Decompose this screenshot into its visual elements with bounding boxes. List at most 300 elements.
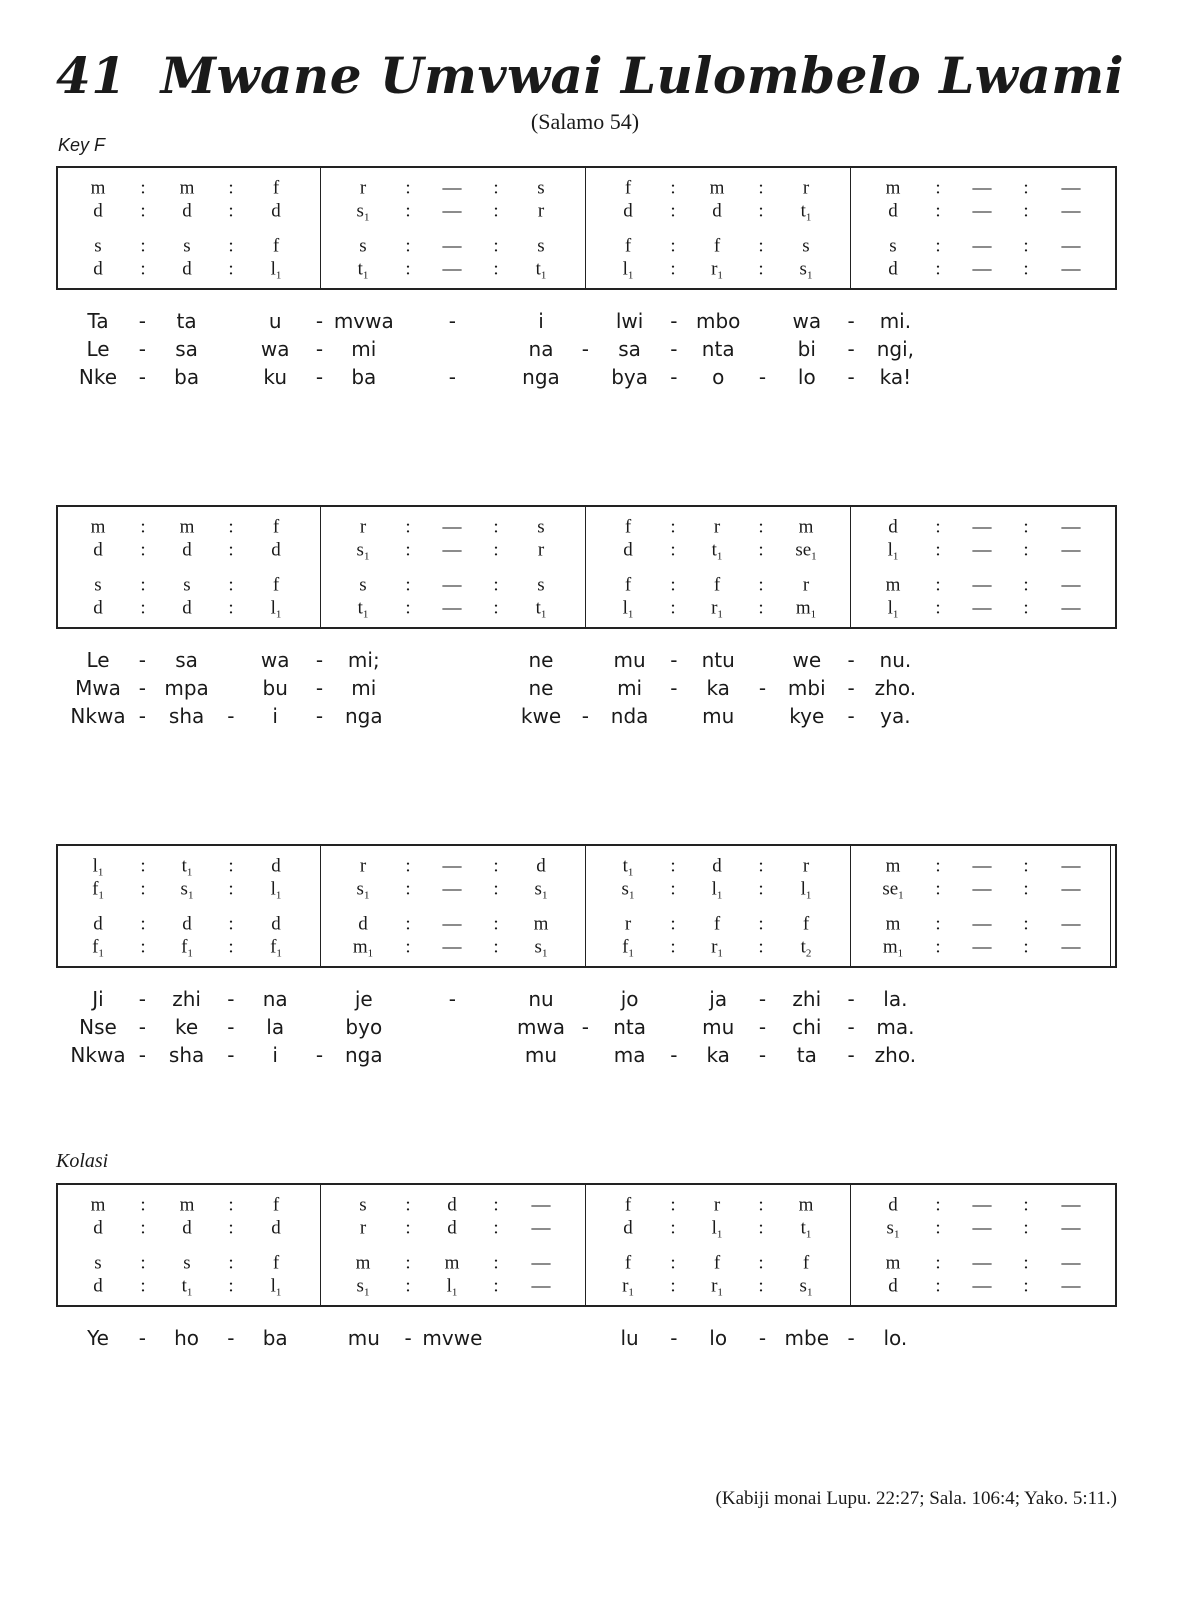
solfa-note: r [802,177,810,199]
beat-separator: : [140,913,146,935]
solfa-note: d [93,258,103,280]
beat-separator: : [1023,597,1029,619]
hold-dash: — [442,936,462,958]
lyric-syllable: Nke [78,365,118,389]
system-2 [56,505,1117,629]
hold-dash: — [972,1194,992,1216]
lyric-hyphen: - [758,987,767,1011]
lyric-syllable: wa [260,648,290,672]
solfa-note: $s_1$ [534,878,548,902]
beat-separator: : [405,200,411,222]
hold-dash: — [1061,200,1081,222]
solfa-note: f [713,1252,721,1274]
beat-separator: : [758,516,764,538]
solfa-note: $f_1$ [270,936,282,960]
beat-separator: : [493,258,499,280]
lyric-syllable: lo [709,1326,728,1350]
hold-dash: — [1061,1217,1081,1239]
beat-separator: : [758,539,764,561]
solfa-note: d [271,855,281,877]
lyric-syllable: na [262,987,288,1011]
hold-dash: — [531,1275,551,1297]
beat-separator: : [670,258,676,280]
beat-separator: : [670,936,676,958]
beat-separator: : [1023,936,1029,958]
lyric-syllable: sha [168,1043,205,1067]
beat-separator: : [935,516,941,538]
beat-separator: : [493,597,499,619]
beat-separator: : [228,936,234,958]
measure [321,507,586,627]
lyric-syllable: ma. [876,1015,915,1039]
solfa-note: $s_1$ [799,1275,813,1299]
lyric-syllable: mi [351,676,377,700]
hold-dash: — [1061,1194,1081,1216]
beat-separator: : [140,1217,146,1239]
solfa-note: f [624,516,632,538]
solfa-note: $s_1$ [886,1217,900,1241]
lyric-syllable: mbi [787,676,826,700]
solfa-note: f [802,1252,810,1274]
lyric-syllable: ngi, [876,337,915,361]
solfa-note: m [179,177,195,199]
solfa-note: m [885,1252,901,1274]
solfa-note: d [447,1217,457,1239]
beat-separator: : [758,1217,764,1239]
lyric-syllable: mu [702,704,735,728]
solfa-note: $l_1$ [446,1275,458,1299]
solfa-note: d [888,200,898,222]
beat-separator: : [758,1194,764,1216]
lyric-syllable: lwi [615,309,644,333]
lyric-syllable: Mwa [75,676,121,700]
lyric-syllable: jo [620,987,639,1011]
lyric-hyphen: - [758,1015,767,1039]
solfa-note: d [888,258,898,280]
solfa-note: d [623,200,633,222]
lyric-syllable: nta [701,337,735,361]
lyric-syllable: mi [617,676,643,700]
beat-separator: : [758,936,764,958]
solfa-note: m [444,1252,460,1274]
solfa-note: s [537,516,545,538]
solfa-note: d [182,597,192,619]
lyric-syllable: kye [789,704,825,728]
lyric-syllable: mi; [347,648,380,672]
lyric-syllable: mu [613,648,646,672]
beat-separator: : [670,1275,676,1297]
hold-dash: — [972,574,992,596]
lyric-syllable: mu [524,1043,558,1067]
solfa-note: d [93,1275,103,1297]
solfa-note: $m_1$ [352,936,374,960]
hold-dash: — [442,574,462,596]
solfa-note: $t_2$ [800,936,812,960]
solfa-note: f [272,574,280,596]
beat-separator: : [758,200,764,222]
beat-separator: : [405,855,411,877]
lyric-hyphen: - [138,648,146,672]
lyric-syllable: i [272,704,278,728]
solfa-note: $t_1$ [800,1217,812,1241]
solfa-note: d [271,1217,281,1239]
solfa-note: $t_1$ [357,597,369,621]
beat-separator: : [758,1275,764,1297]
solfa-note: m [533,913,549,935]
solfa-note: $t_1$ [535,597,547,621]
lyric-syllable: ntu [701,648,735,672]
lyric-syllable: ne [528,648,554,672]
lyric-syllable: sa [175,337,198,361]
hymn-title-text: Mwane Umvwai Lulombelo Lwami [160,46,1125,105]
beat-separator: : [493,1217,499,1239]
solfa-note: d [182,539,192,561]
lyric-hyphen: - [581,1015,589,1039]
beat-separator: : [405,258,411,280]
system-3 [56,844,1117,968]
lyric-syllable: ka [706,676,730,700]
lyric-syllable: nu. [879,648,912,672]
solfa-note: m [355,1252,371,1274]
lyric-hyphen: - [448,987,456,1011]
beat-separator: : [228,1252,234,1274]
lyric-syllable: sha [168,704,205,728]
lyric-syllable: Le [86,337,110,361]
solfa-note: f [272,1194,280,1216]
lyric-syllable: ta [176,309,197,333]
beat-separator: : [405,1252,411,1274]
beat-separator: : [493,878,499,900]
solfa-note: d [93,1217,103,1239]
measure [851,846,1116,966]
beat-separator: : [405,235,411,257]
lyric-syllable: ta [796,1043,817,1067]
lyric-syllable: nta [613,1015,646,1039]
lyric-hyphen: - [670,337,678,361]
measure [586,1185,851,1305]
hold-dash: — [972,1252,992,1274]
solfa-note: $f_1$ [92,936,104,960]
lyric-syllable: byo [345,1015,383,1039]
lyric-syllable: ba [174,365,200,389]
solfa-note: d [888,1275,898,1297]
hold-dash: — [531,1217,551,1239]
beat-separator: : [228,1194,234,1216]
lyric-syllable: bi [797,337,816,361]
hold-dash: — [442,855,462,877]
lyric-syllable: i [272,1043,278,1067]
beat-separator: : [1023,258,1029,280]
solfa-note: d [182,1217,192,1239]
beat-separator: : [1023,200,1029,222]
system-1 [56,166,1117,290]
solfa-note: $m_1$ [882,936,904,960]
measure [56,168,321,288]
solfa-note: $t_1$ [711,539,723,563]
lyric-hyphen: - [581,337,589,361]
hold-dash: — [972,539,992,561]
beat-separator: : [670,878,676,900]
lyric-hyphen: - [138,987,146,1011]
beat-separator: : [1023,1252,1029,1274]
beat-separator: : [935,539,941,561]
beat-separator: : [228,878,234,900]
hold-dash: — [1061,1275,1081,1297]
lyric-syllable: bya [611,365,648,389]
hold-dash: — [972,200,992,222]
solfa-note: r [802,574,810,596]
solfa-note: $m_1$ [795,597,817,621]
beat-separator: : [758,1252,764,1274]
beat-separator: : [140,235,146,257]
solfa-note: m [885,177,901,199]
hold-dash: — [972,936,992,958]
solfa-note: $r_1$ [711,936,723,960]
lyric-hyphen: - [847,337,855,361]
lyric-hyphen: - [227,1015,235,1039]
measure [56,507,321,627]
beat-separator: : [140,539,146,561]
lyric-syllable: ke [175,1015,199,1039]
beat-separator: : [1023,539,1029,561]
solfa-note: s [802,235,810,257]
solfa-note: s [889,235,897,257]
beat-separator: : [140,1275,146,1297]
solfa-note: d [358,913,368,935]
hold-dash: — [972,516,992,538]
beat-separator: : [140,878,146,900]
lyric-hyphen: - [670,648,678,672]
lyric-syllable: mwa [516,1015,566,1039]
solfa-note: m [90,516,106,538]
solfa-note: $t_1$ [181,1275,193,1299]
solfa-note: d [888,1194,898,1216]
key-signature: Key F [58,135,106,155]
measure [851,507,1116,627]
lyric-hyphen: - [138,704,146,728]
beat-separator: : [140,177,146,199]
hymn-title [56,46,1124,105]
hymn-number: 41 [56,46,127,105]
beat-separator: : [935,936,941,958]
lyric-syllable: zho. [874,1043,917,1067]
hold-dash: — [972,258,992,280]
solfa-note: s [94,574,102,596]
lyric-hyphen: - [847,1326,855,1350]
lyric-hyphen: - [758,1043,767,1067]
solfa-note: f [624,1194,632,1216]
solfa-note: $l_1$ [887,539,899,563]
beat-separator: : [1023,1275,1029,1297]
beat-separator: : [405,516,411,538]
hold-dash: — [972,597,992,619]
solfa-note: d [712,200,722,222]
hold-dash: — [1061,177,1081,199]
chorus-label: Kolasi [56,1150,109,1172]
beat-separator: : [1023,855,1029,877]
beat-separator: : [758,913,764,935]
measure [321,168,586,288]
solfa-note: s [359,1194,367,1216]
lyric-hyphen: - [847,1043,855,1067]
solfa-note: $t_1$ [622,855,634,879]
hold-dash: — [972,235,992,257]
solfa-note: r [537,200,545,222]
beat-separator: : [405,936,411,958]
lyric-hyphen: - [315,1043,324,1067]
solfa-note: s [359,574,367,596]
solfa-note: d [271,539,281,561]
beat-separator: : [228,574,234,596]
lyric-hyphen: - [581,704,589,728]
lyric-hyphen: - [670,1326,678,1350]
solfa-note: $l_1$ [800,878,812,902]
solfa-note: $s_1$ [356,1275,370,1299]
lyric-syllable: chi [792,1015,822,1039]
solfa-note: $r_1$ [711,597,723,621]
hold-dash: — [442,200,462,222]
lyric-syllable: la [266,1015,285,1039]
beat-separator: : [140,574,146,596]
lyric-syllable: zho. [874,676,917,700]
solfa-note: $r_1$ [711,258,723,282]
lyric-hyphen: - [847,704,855,728]
lyric-syllable: nga [344,704,383,728]
solfa-note: m [885,855,901,877]
lyric-syllable: kwe [520,704,562,728]
lyric-syllable: mu [702,1015,735,1039]
lyric-hyphen: - [758,1326,767,1350]
lyric-syllable: mi [351,337,377,361]
lyric-syllable: bu [262,676,288,700]
solfa-note: f [624,177,632,199]
lyric-syllable: je [354,987,373,1011]
beat-separator: : [1023,574,1029,596]
solfa-note: m [798,516,814,538]
lyric-hyphen: - [138,365,146,389]
solfa-note: d [536,855,546,877]
beat-separator: : [493,1194,499,1216]
lyric-syllable: ho [174,1326,200,1350]
beat-separator: : [670,235,676,257]
lyric-syllable: ya. [880,704,911,728]
lyric-hyphen: - [315,337,324,361]
hold-dash: — [1061,574,1081,596]
beat-separator: : [935,235,941,257]
lyric-syllable: i [538,309,544,333]
beat-separator: : [493,200,499,222]
beat-separator: : [228,258,234,280]
solfa-note: f [802,913,810,935]
lyric-syllable: lo. [883,1326,908,1350]
measure [321,846,586,966]
lyric-syllable: ku [263,365,288,389]
beat-separator: : [670,516,676,538]
solfa-note: m [90,1194,106,1216]
lyric-syllable: nga [344,1043,383,1067]
hold-dash: — [972,855,992,877]
lyric-hyphen: - [670,1043,678,1067]
hold-dash: — [442,235,462,257]
lyric-syllable: mpa [164,676,209,700]
beat-separator: : [228,913,234,935]
hold-dash: — [531,1194,551,1216]
beat-separator: : [1023,235,1029,257]
psalm-reference: (Salamo 54) [530,109,640,134]
beat-separator: : [493,235,499,257]
lyric-syllable: la. [883,987,908,1011]
hold-dash: — [442,516,462,538]
hold-dash: — [442,177,462,199]
solfa-note: $l_1$ [622,597,634,621]
system-4 [56,1183,1117,1307]
solfa-note: $l_1$ [270,1275,282,1299]
lyric-hyphen: - [315,365,324,389]
solfa-note: d [271,913,281,935]
solfa-note: f [713,574,721,596]
solfa-note: $l_1$ [270,258,282,282]
solfa-note: $r_1$ [622,1275,634,1299]
lyric-hyphen: - [670,365,678,389]
solfa-note: $f_1$ [92,878,104,902]
solfa-note: $s_1$ [799,258,813,282]
beat-separator: : [1023,516,1029,538]
beat-separator: : [670,200,676,222]
beat-separator: : [228,235,234,257]
beat-separator: : [758,258,764,280]
hold-dash: — [442,878,462,900]
lyric-syllable: u [268,309,282,333]
lyric-hyphen: - [448,309,456,333]
solfa-note: $l_1$ [711,878,723,902]
hold-dash: — [531,1252,551,1274]
beat-separator: : [935,1275,941,1297]
solfa-note: r [624,913,632,935]
beat-separator: : [228,177,234,199]
beat-separator: : [228,516,234,538]
lyric-syllable: zhi [792,987,822,1011]
hold-dash: — [1061,597,1081,619]
solfa-note: $t_1$ [800,200,812,224]
solfa-note: d [623,1217,633,1239]
measure [851,1185,1116,1305]
lyric-hyphen: - [315,648,324,672]
lyric-syllable: mbo [695,309,741,333]
hold-dash: — [1061,258,1081,280]
hold-dash: — [442,539,462,561]
lyric-hyphen: - [404,1326,412,1350]
hold-dash: — [972,878,992,900]
solfa-note: f [272,1252,280,1274]
hold-dash: — [1061,235,1081,257]
lyric-syllable: Nkwa [70,1043,126,1067]
measure [56,846,321,966]
lyric-syllable: ma [613,1043,646,1067]
beat-separator: : [935,597,941,619]
solfa-note: m [709,177,725,199]
solfa-note: r [359,1217,367,1239]
solfa-note: d [182,258,192,280]
lyric-hyphen: - [315,309,324,333]
beat-separator: : [493,855,499,877]
lyric-hyphen: - [847,309,855,333]
solfa-note: $f_1$ [181,936,193,960]
hold-dash: — [442,597,462,619]
solfa-note: $l_1$ [92,855,104,879]
lyric-hyphen: - [138,309,146,333]
lyric-syllable: ja [709,987,728,1011]
beat-separator: : [670,1217,676,1239]
